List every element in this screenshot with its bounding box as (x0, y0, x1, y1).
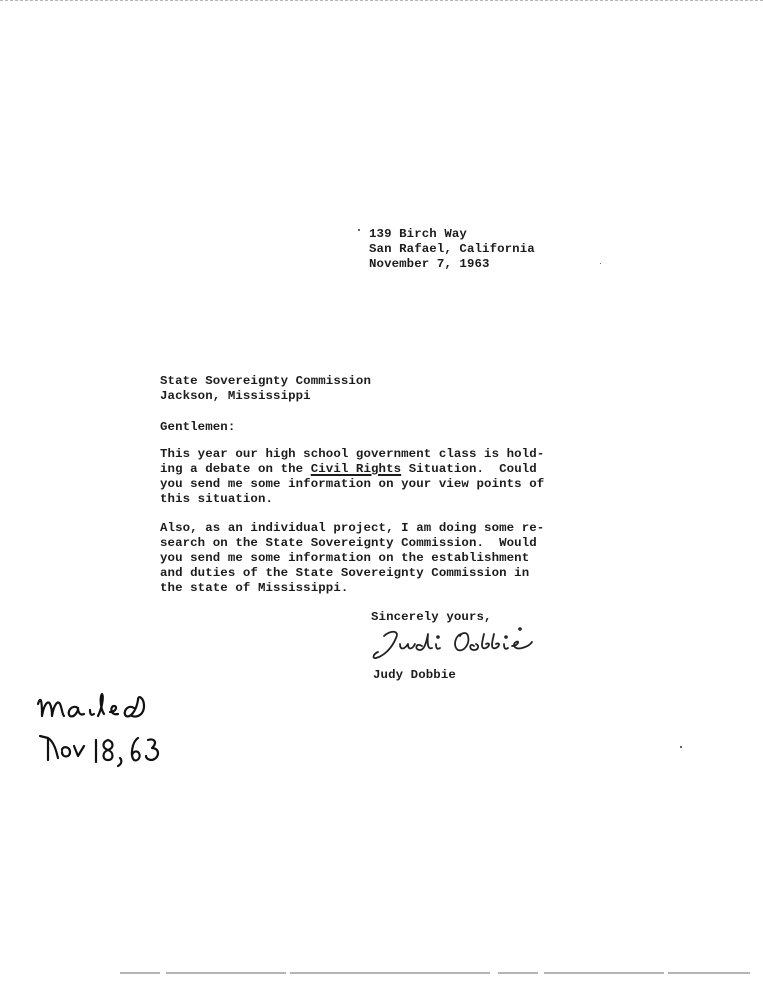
top-edge-dashes (0, 0, 763, 1)
paragraph-line: this situation. (160, 492, 274, 506)
handwritten-signature (370, 624, 540, 666)
handwritten-mailed-note (34, 690, 214, 774)
address-line: San Rafael, California (369, 242, 535, 256)
closing: Sincerely yours, (371, 610, 492, 624)
paragraph-line: you send me some information on the establishment (160, 551, 530, 565)
typed-name: Judy Dobbie (373, 668, 456, 682)
paper-speck (600, 263, 601, 264)
date-line: November 7, 1963 (369, 257, 490, 271)
paper-speck (680, 746, 682, 748)
bottom-edge-line (120, 972, 750, 974)
paragraph-line: the state of Mississippi. (160, 581, 349, 595)
paper-speck (358, 229, 360, 231)
underlined-phrase: Civil Rights (310, 462, 402, 476)
salutation: Gentlemen: (160, 420, 236, 434)
recipient-line: Jackson, Mississippi (160, 389, 311, 403)
paragraph-line (160, 462, 537, 477)
paragraph-line: search on the State Sovereignty Commission. Would (160, 536, 537, 550)
paragraph-line: you send me some information on your view points of (160, 477, 545, 491)
paragraph-text: Situation. Could (401, 462, 537, 476)
paragraph-line: Also, as an individual project, I am doing some re- (160, 521, 545, 535)
paragraph-line: and duties of the State Sovereignty Commission in (160, 566, 530, 580)
paragraph-text: ing a debate on the (160, 462, 311, 476)
address-line: 139 Birch Way (369, 227, 467, 241)
recipient-line: State Sovereignty Commission (160, 374, 371, 388)
paragraph-line: This year our high school government class is hold- (160, 447, 545, 461)
